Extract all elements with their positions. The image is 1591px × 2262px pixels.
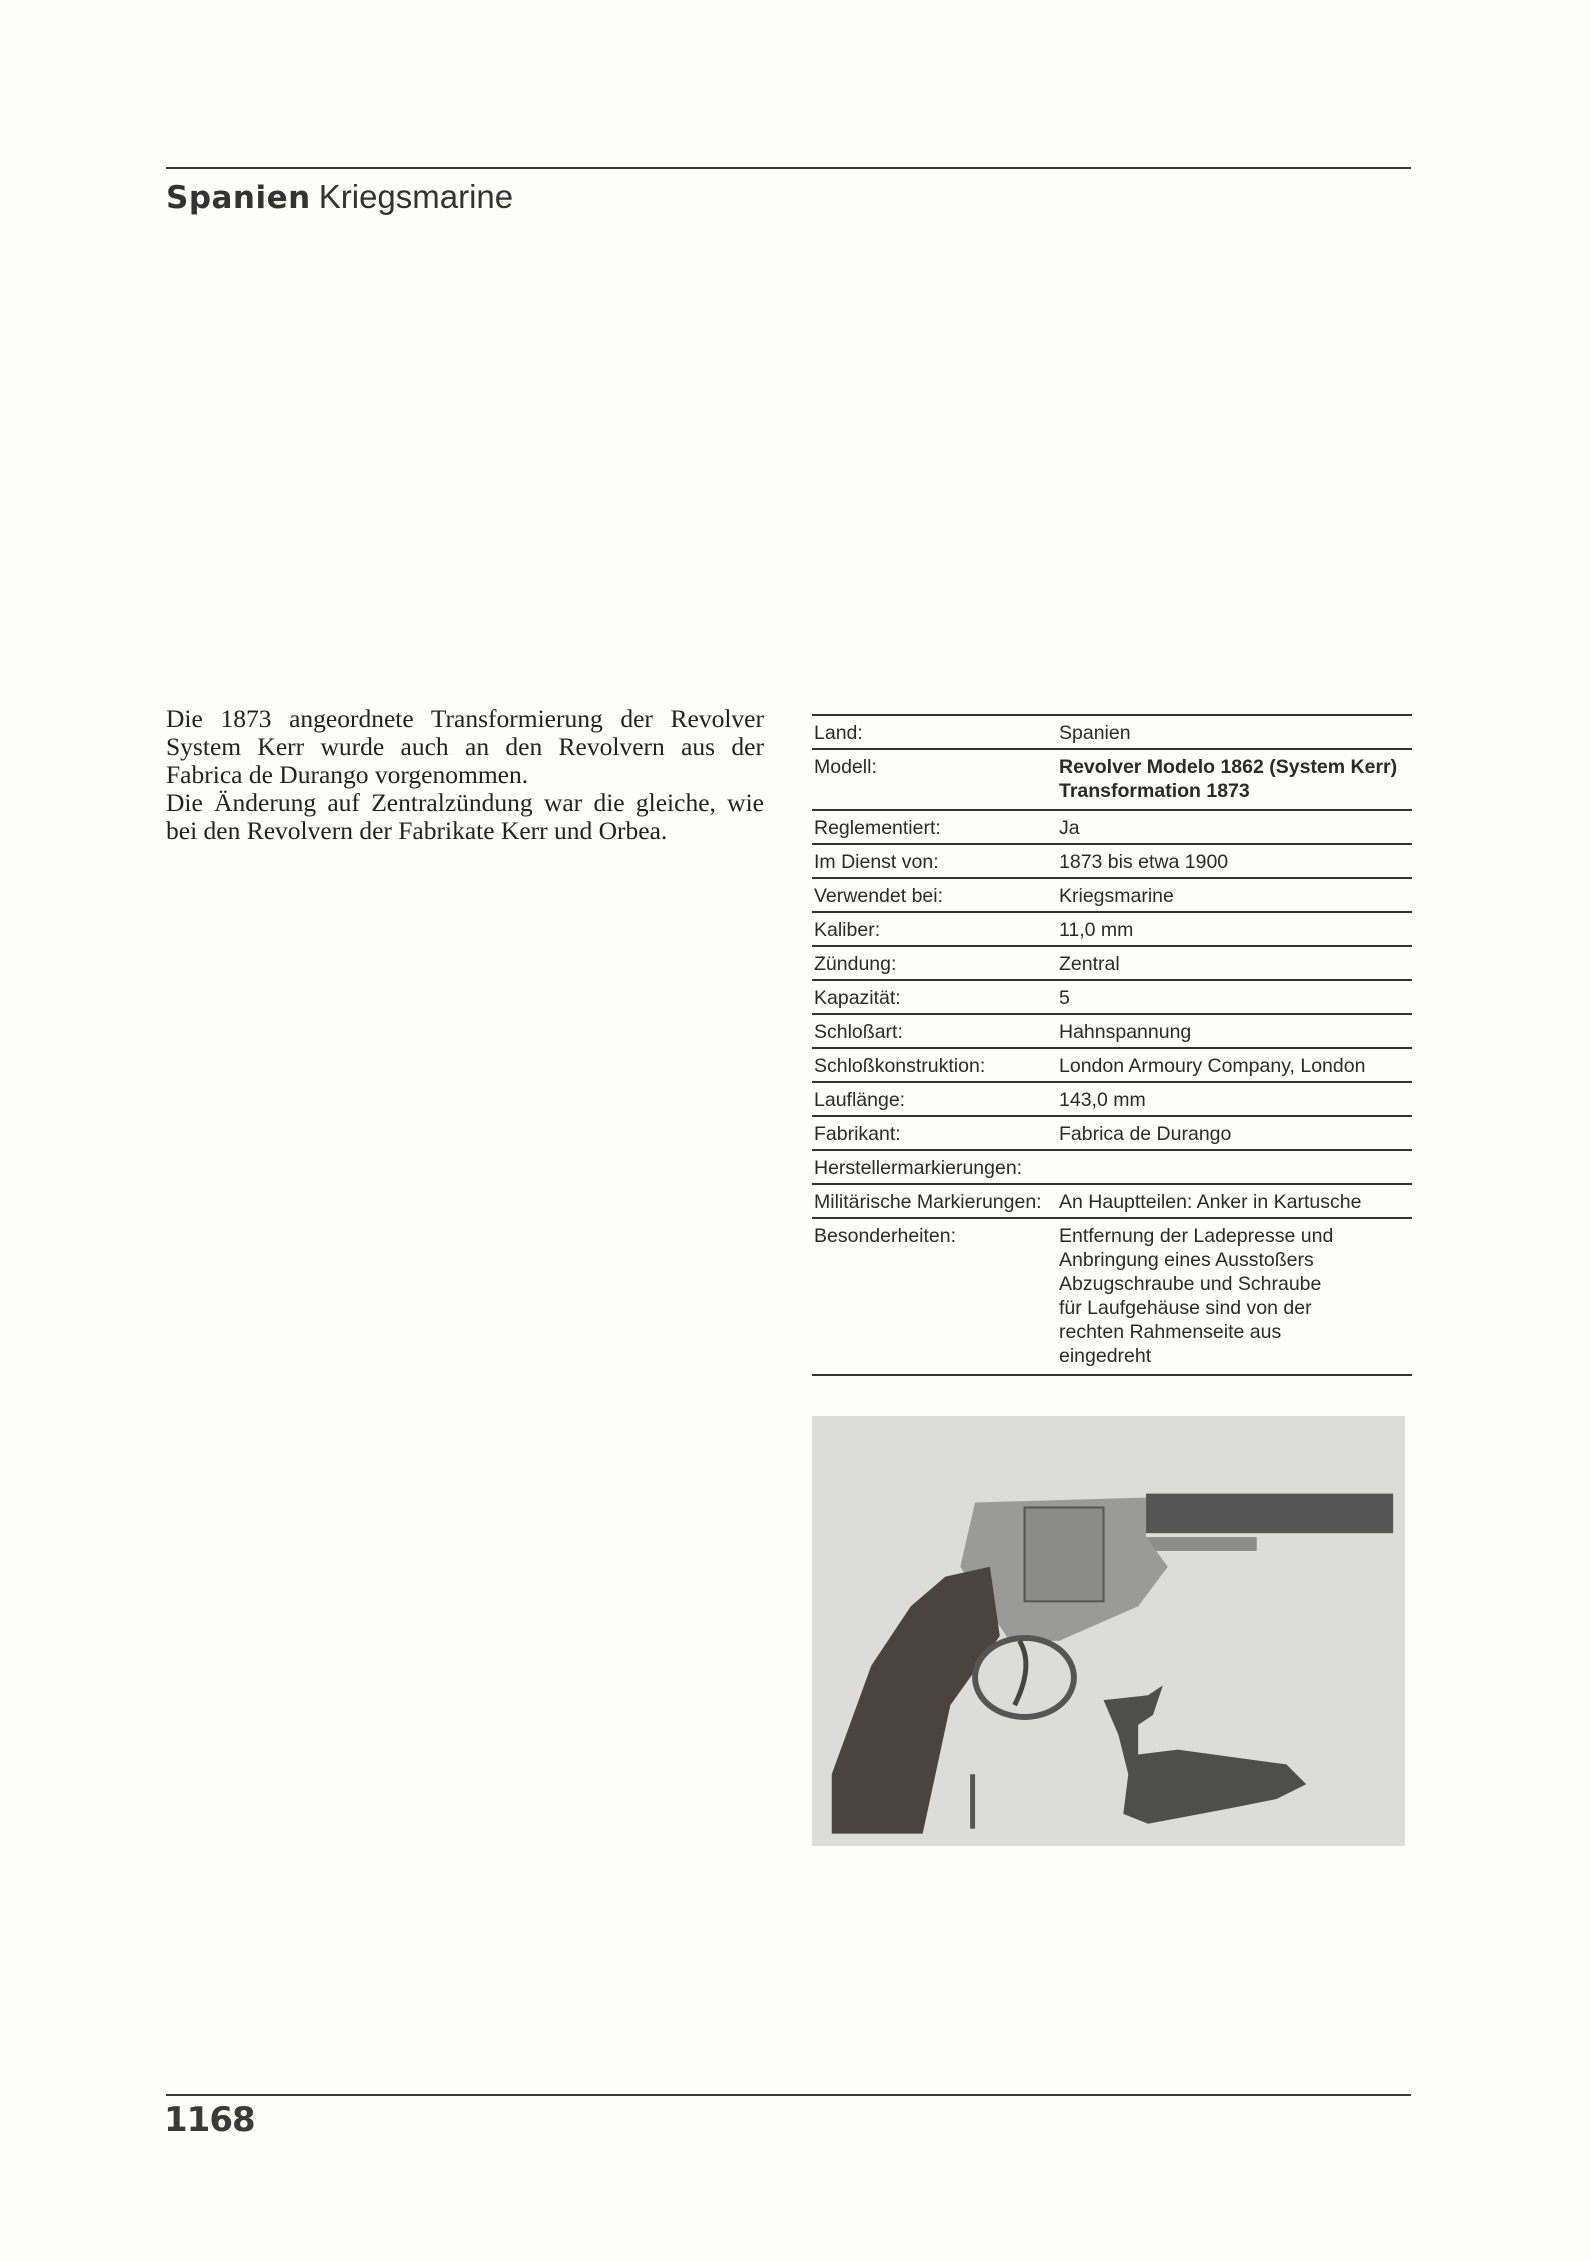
- row-label: Fabrikant:: [814, 1123, 901, 1145]
- table-row: [812, 716, 1412, 750]
- footer-rule: [166, 2094, 1411, 2096]
- cylinder: [1024, 1507, 1103, 1601]
- table-row: [812, 981, 1412, 1015]
- page-header: [166, 178, 513, 216]
- row-value: Kriegsmarine: [1059, 885, 1174, 907]
- header-rule: [166, 167, 1411, 169]
- row-value: Revolver Modelo 1862 (System Kerr) Transformation 1873: [1059, 756, 1398, 802]
- row-value: 1873 bis etwa 1900: [1059, 851, 1229, 873]
- row-value: Fabrica de Durango: [1059, 1123, 1232, 1145]
- row-label: Schloßkonstruktion:: [814, 1055, 986, 1077]
- row-label: Herstellermarkierungen:: [814, 1157, 1023, 1179]
- table-row: [812, 947, 1412, 981]
- lock-parts: [1104, 1685, 1307, 1823]
- row-label: Kapazität:: [814, 987, 901, 1009]
- row-label: Land:: [814, 722, 863, 744]
- table-row: [812, 1185, 1412, 1219]
- row-label: Verwendet bei:: [814, 885, 944, 907]
- table-row: [812, 1117, 1412, 1151]
- table-row: [812, 1015, 1412, 1049]
- row-value: 5: [1059, 987, 1070, 1009]
- table-row: [812, 879, 1412, 913]
- row-label: Schloßart:: [814, 1021, 903, 1043]
- paragraph: Die 1873 angeordnete Transformierung der Revolver System Kerr wurde auch an den Revolvern aus der Fabrica de Durango vorgenommen.: [166, 704, 764, 789]
- paragraph: Die Änderung auf Zentralzündung war die gleiche, wie bei den Revolvern der Fabrikate Kerr und Orbea.: [166, 788, 764, 845]
- row-value: London Armoury Company, London: [1059, 1055, 1366, 1077]
- row-value: Spanien: [1059, 722, 1131, 744]
- row-label: Lauflänge:: [814, 1089, 906, 1111]
- page-number: 1168: [164, 2100, 255, 2140]
- row-value: Ja: [1059, 817, 1080, 839]
- row-value: Hahnspannung: [1059, 1021, 1192, 1043]
- table-row: [812, 1219, 1412, 1376]
- revolver-illustration: [812, 1416, 1405, 1846]
- table-row: [812, 913, 1412, 947]
- header-section: Kriegsmarine: [318, 178, 514, 215]
- row-value: An Hauptteilen: Anker in Kartusche: [1059, 1191, 1362, 1213]
- row-label: Modell:: [814, 756, 877, 778]
- header-country: Spanien: [166, 180, 311, 216]
- screw-part: [970, 1774, 975, 1828]
- row-label: Zündung:: [814, 953, 897, 975]
- table-row: [812, 1049, 1412, 1083]
- spec-table: [812, 714, 1412, 1376]
- row-value: 143,0 mm: [1059, 1089, 1146, 1111]
- row-label: Kaliber:: [814, 919, 881, 941]
- row-value: [1059, 1156, 1412, 1180]
- table-row: [812, 1151, 1412, 1185]
- body-text: [166, 705, 764, 845]
- row-value: 11,0 mm: [1059, 919, 1134, 941]
- table-row: [812, 845, 1412, 879]
- table-row: [812, 811, 1412, 845]
- revolver-photo: [812, 1416, 1405, 1846]
- row-label: Im Dienst von:: [814, 851, 939, 873]
- row-label: Reglementiert:: [814, 817, 941, 839]
- trigger: [1015, 1641, 1026, 1705]
- row-value: Entfernung der Ladepresse und Anbringung eines Ausstoßers Abzugschraube und Schraube für Laufgehäuse sind von der rechten Rahmenseite aus eingedreht: [1059, 1225, 1334, 1367]
- barrel: [1146, 1494, 1393, 1534]
- table-row: [812, 1083, 1412, 1117]
- table-row: [812, 750, 1412, 811]
- row-label: Besonderheiten:: [814, 1225, 957, 1247]
- row-value: Zentral: [1059, 953, 1120, 975]
- row-label: Militärische Markierungen:: [814, 1191, 1042, 1213]
